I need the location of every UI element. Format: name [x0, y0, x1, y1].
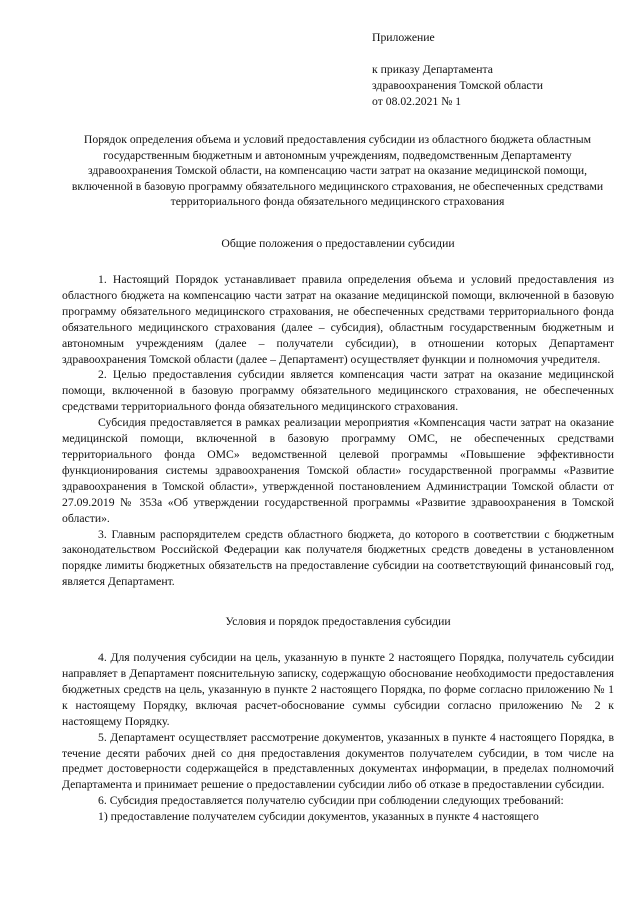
paragraph-6-item-1: 1) предоставление получателем субсидии документов, указанных в пункте 4 настоящего [98, 810, 539, 824]
paragraph-5: 5. Департамент осуществляет рассмотрение документов, указанных в пункте 4 настоящего Порядка, в течение десяти рабочих дней со дня предоставления документов получателем субсидии, в том числе на предмет достоверности содержащейся в представленных документах информации, в пределах полномочий Департамента и принимает решение о предоставлении субсидии либо об отказе в предоставлении субсидии. [62, 730, 614, 792]
document-title: Порядок определения объема и условий предоставления субсидии из областного бюджета областным государственным бюджетным и автономным учреждениям, подведомственным Департаменту здравоохранения Томской области, на компенсацию части затрат на оказание медицинской помощи, включенной в базовую программу обязательного медицинского страхования, не обеспеченных средствами территориального фонда обязательного медицинского страхования [71, 133, 604, 209]
appendix-line-date: от 08.02.2021 № 1 [372, 95, 462, 108]
section-heading-conditions: Условия и порядок предоставления субсидии [225, 615, 451, 629]
paragraph-2: 2. Целью предоставления субсидии является компенсация части затрат на оказание медицинской помощи, включенной в базовую программу обязательного медицинского страхования, не обеспеченных средствами территориального фонда обязательного медицинского страхования. [62, 368, 614, 414]
section-heading-general: Общие положения о предоставлении субсидии [221, 237, 455, 250]
appendix-label: Приложение [372, 31, 435, 44]
paragraph-6: 6. Субсидия предоставляется получателю субсидии при соблюдении следующих требований: [98, 794, 564, 808]
appendix-line-department: здравоохранения Томской области [372, 79, 543, 92]
paragraph-3: 3. Главным распорядителем средств областного бюджета, до которого в соответствии с бюджетным законодательством Российской Федерации как получателя бюджетных средств доведены в установленном порядке лимиты бюджетных обязательств на предоставление субсидии на соответствующий финансовый год, является Департамент. [62, 527, 614, 589]
paragraph-4: 4. Для получения субсидии на цель, указанную в пункте 2 настоящего Порядка, получатель субсидии направляет в Департамент пояснительную записку, содержащую обоснование необходимости предоставления бюджетных средств на цель, указанную в пункте 2 настоящего Порядка, по форме согласно приложению № 1 к настоящему Порядку, включая расчет-обоснование суммы субсидии согласно приложению № 2 к настоящему Порядку. [62, 651, 614, 728]
appendix-block [372, 30, 622, 110]
paragraph-1: 1. Настоящий Порядок устанавливает правила определения объема и условий предоставления из областного бюджета на компенсацию части затрат на оказание медицинской помощи, включенной в базовую программу обязательного медицинского страхования, не обеспеченных средствами территориального фонда обязательного медицинского страхования (далее – субсидия), областным государственным бюджетным и автономным учреждениям (далее – получатели субсидии), в отношении которых Департамент здравоохранения Томской области (далее – Департамент) осуществляет функции и полномочия учредителя. [62, 273, 614, 366]
appendix-line-order: к приказу Департамента [372, 63, 493, 76]
paragraph-subsidy-program: Субсидия предоставляется в рамках реализации мероприятия «Компенсация части затрат на оказание медицинской помощи, включенной в базовую программу ОМС, не обеспеченных средствами территориального фонда ОМС» ведомственной целевой программы «Повышение эффективности функционирования системы здравоохранения Томской области» государственной программы «Развитие здравоохранения в Томской области», утвержденной постановлением Администрации Томской области от 27.09.2019 № 353а «Об утверждении государственной программы «Развитие здравоохранения в Томской области». [62, 416, 614, 525]
appendix-spacer [372, 46, 622, 62]
document-body [62, 236, 614, 825]
